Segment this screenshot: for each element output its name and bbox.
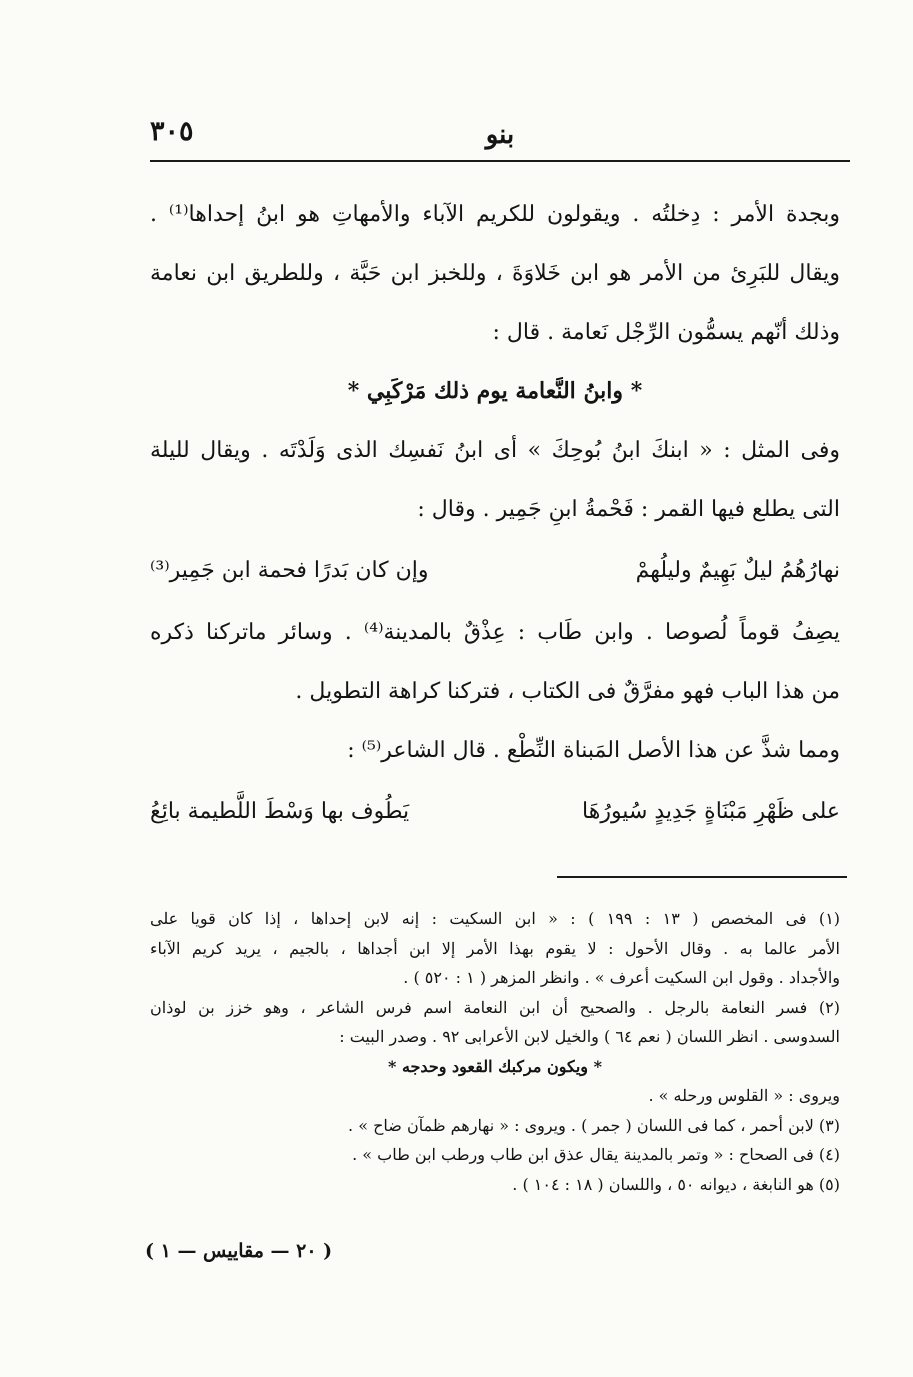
printer-signature: ( ٢٠ — مقاييس — ١ )	[145, 1240, 333, 1262]
text-line: التى يطلع فيها القمر : فَحْمةُ ابنِ جَمِير . وقال :	[417, 497, 840, 522]
verse-second-hemistich: وإن كان بَدرًا فحمة ابن جَمِير⁽³⁾	[150, 558, 429, 583]
text-line: ومما شذَّ عن هذا الأصل المَبناة النِّطْع . قال الشاعر⁽⁵⁾ :	[347, 738, 840, 763]
text-line: يصِفُ قوماً لُصوصا . وابن طَاب : عِذْقٌ بالمدينة⁽⁴⁾ . وسائر ماتركنا ذكره	[150, 620, 840, 645]
text-line: وذلك أنّهم يسمُّون الرِّجْل نَعامة . قال :	[492, 320, 840, 345]
verse-second-hemistich: يَطُوف بها وَسْطَ اللَّطيمة بائِعُ	[150, 799, 410, 824]
footnote-line: الأمر عالما به . وقال الأحول : لا يقوم بهذا الأمر إلا ابن أجداها ، بالجيم ، يريد كريم الآباء	[150, 938, 840, 958]
verse-first-hemistich: نهارُهُمُ ليلٌ بَهِيمٌ وليلُهمْ	[635, 558, 840, 583]
footnote-line: (١) فى المخصص ( ١٣ : ١٩٩ ) : « ابن السكيت : إنه لابن إحداها ، إذا كان قويا على	[150, 909, 841, 928]
footnotes	[150, 904, 840, 1199]
text-line: وبجدة الأمر : دِخلتُه . ويقولون للكريم الآباء والأمهاتِ هو ابنُ إحداها⁽¹⁾ .	[150, 202, 840, 227]
main-text	[150, 185, 840, 844]
text-line: من هذا الباب فهو مفرَّقٌ فى الكتاب ، فتركنا كراهة التطويل .	[295, 679, 840, 704]
footnote-line: والأجداد . وقول ابن السكيت أعرف » . وانظر المزهر ( ١ : ٥٢٠ ) .	[403, 968, 840, 987]
verse-couplet	[150, 539, 840, 603]
footnote-line: (٣) لابن أحمر ، كما فى اللسان ( جمر ) . ويروى : « نهارهم ظمآن ضاح » .	[348, 1115, 840, 1135]
verse-first-hemistich: على ظَهْرِ مَبْنَاةٍ جَدِيدٍ سُيورُهَا	[582, 799, 840, 824]
footnote-line: (٤) فى الصحاح : « وتمر بالمدينة يقال عذق ابن طاب ورطب ابن طاب » .	[352, 1145, 840, 1164]
footnote-rule	[557, 876, 847, 878]
footnote-line: السدوسى . انظر اللسان ( نعم ٦٤ ) والخيل لابن الأعرابى ٩٢ . وصدر البيت :	[339, 1027, 840, 1046]
footnote-line: (٥) هو النابغة ، ديوانه ٥٠ ، واللسان ( ١٨ : ١٠٤ ) .	[512, 1174, 840, 1194]
verse-couplet	[150, 780, 840, 844]
footnote-line: (٢) فسر النعامة بالرجل . والصحيح أن ابن النعامة اسم فرس الشاعر ، وهو خزز بن لوذان	[150, 997, 840, 1017]
verse-line: * وابنُ النَّعامة يوم ذلك مَرْكَبِي *	[347, 378, 643, 404]
page-number: ٣٠٥	[150, 116, 194, 147]
page-header	[150, 112, 850, 160]
header-rule	[150, 160, 850, 162]
text-line: وفى المثل : « ابنكَ ابنُ بُوحِكَ » أى ابنُ نَفسِك الذى وَلَدْتَه . ويقال لليلة	[150, 438, 840, 463]
footnote-verse: * ويكون مركبك القعود وحدجه *	[388, 1056, 602, 1076]
text-line: ويقال للبَرِئ من الأمر هو ابن خَلاوَةَ ، وللخبز ابن حَبَّة ، وللطريق ابن نعامة	[150, 261, 840, 286]
running-head: بنو	[485, 120, 515, 150]
footnote-line: ويروى : « القلوس ورحله » .	[648, 1086, 840, 1105]
